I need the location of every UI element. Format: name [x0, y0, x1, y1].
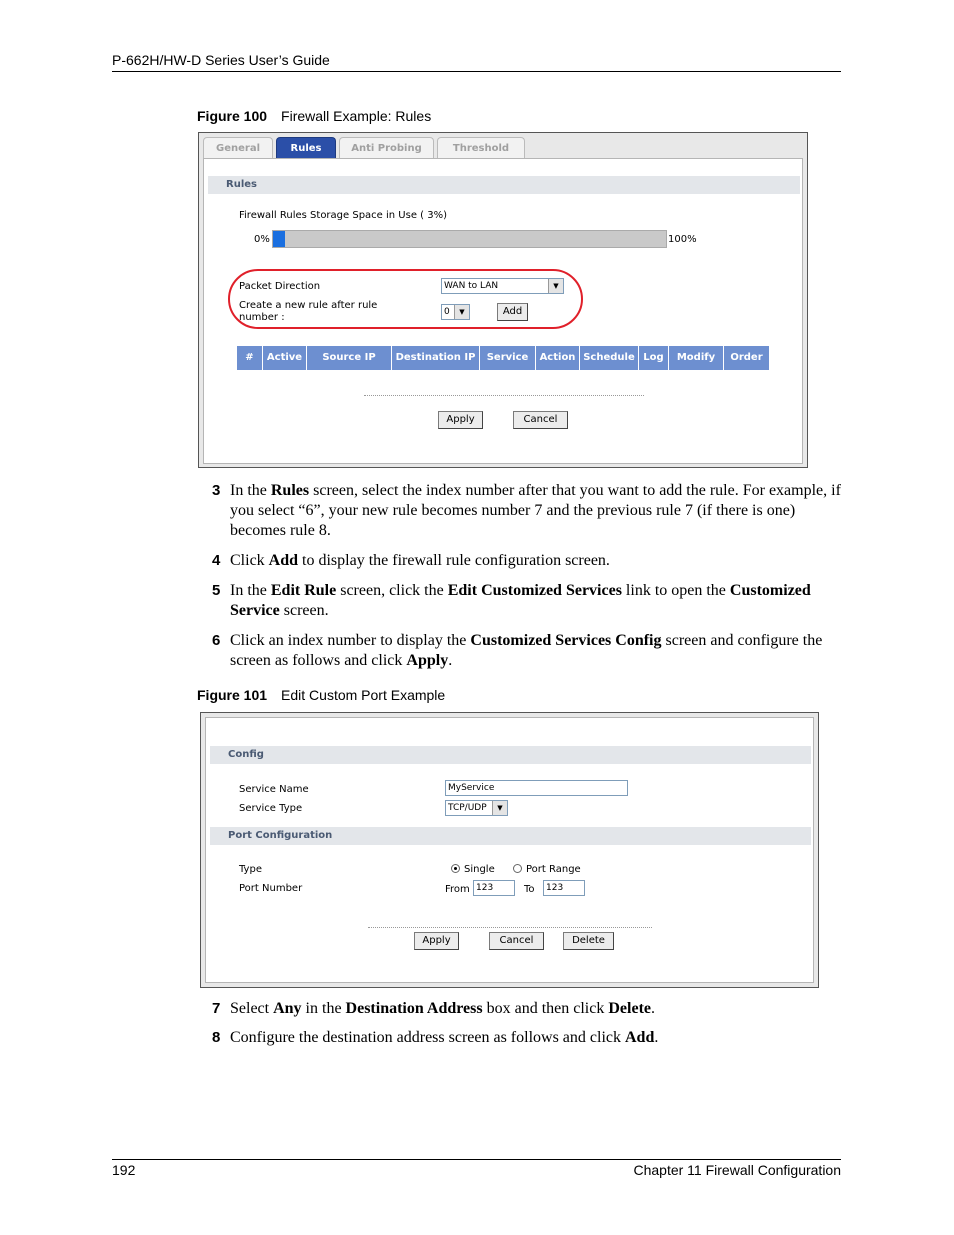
step-number: 7	[212, 1000, 221, 1017]
rules-panel	[203, 158, 803, 464]
col-schedule: Schedule	[580, 346, 639, 370]
step-number: 8	[212, 1029, 221, 1046]
rule-number-value: 0	[444, 307, 450, 317]
step-6	[212, 631, 842, 673]
storage-progress-fill	[273, 231, 285, 247]
page-number: 192	[112, 1162, 136, 1178]
step-number: 3	[212, 482, 221, 499]
col-destination-ip: Destination IP	[392, 346, 480, 370]
col-modify: Modify	[669, 346, 724, 370]
col-index: #	[237, 346, 263, 370]
running-header: P-662H/HW-D Series User’s Guide	[112, 52, 330, 68]
step-text: In the Edit Rule screen, click the Edit Customized Services link to open the Customized Service screen.	[230, 582, 811, 619]
storage-progress-bar	[272, 230, 667, 248]
add-button[interactable]: Add	[497, 303, 528, 321]
packet-direction-label: Packet Direction	[239, 281, 321, 292]
create-rule-label: Create a new rule after rule number :	[239, 300, 378, 323]
service-name-label: Service Name	[239, 784, 309, 795]
packet-direction-select[interactable]	[441, 278, 564, 294]
tab-rules[interactable]: Rules	[276, 137, 336, 158]
custom-port-screenshot	[200, 712, 819, 988]
type-range-label: Port Range	[526, 864, 581, 875]
from-port-input[interactable]: 123	[473, 880, 515, 896]
step-number: 4	[212, 552, 221, 569]
figure-101-caption	[197, 687, 445, 703]
step-text: Click Add to display the firewall rule configuration screen.	[230, 552, 610, 569]
chapter-title: Chapter 11 Firewall Configuration	[633, 1162, 841, 1178]
step-number: 6	[212, 632, 221, 649]
storage-label: Firewall Rules Storage Space in Use ( 3%)	[239, 210, 448, 221]
step-3	[212, 481, 842, 543]
cancel-button[interactable]: Cancel	[513, 411, 568, 429]
storage-min-label: 0%	[254, 234, 270, 245]
service-type-select[interactable]	[445, 800, 508, 816]
step-text: Configure the destination address screen as follows and click Add.	[230, 1029, 659, 1046]
packet-direction-value: WAN to LAN	[444, 281, 499, 291]
type-single-option[interactable]	[451, 864, 495, 875]
tab-threshold[interactable]: Threshold	[437, 137, 525, 158]
col-order: Order	[724, 346, 770, 370]
rules-screenshot	[198, 132, 808, 468]
col-action: Action	[536, 346, 580, 370]
step-8	[212, 1028, 842, 1050]
type-single-label: Single	[464, 864, 495, 875]
chevron-down-icon: ▼	[548, 279, 563, 293]
step-7	[212, 999, 842, 1021]
apply-button[interactable]: Apply	[414, 932, 459, 950]
service-type-value: TCP/UDP	[448, 803, 487, 813]
radio-unselected-icon[interactable]	[513, 864, 522, 873]
col-active: Active	[263, 346, 307, 370]
rule-number-select[interactable]	[441, 304, 470, 320]
figure-100-caption	[197, 108, 431, 124]
storage-max-label: 100%	[668, 234, 697, 245]
col-source-ip: Source IP	[307, 346, 392, 370]
chevron-down-icon: ▼	[492, 801, 507, 815]
delete-button[interactable]: Delete	[563, 932, 614, 950]
col-log: Log	[639, 346, 669, 370]
figure-101-title: Edit Custom Port Example	[281, 687, 446, 703]
port-config-section-title: Port Configuration	[210, 827, 811, 845]
footer-rule	[112, 1159, 841, 1160]
cancel-button[interactable]: Cancel	[489, 932, 544, 950]
step-4	[212, 551, 842, 573]
tab-anti-probing[interactable]: Anti Probing	[339, 137, 434, 158]
rules-section-title: Rules	[208, 176, 800, 194]
service-name-input[interactable]: MyService	[445, 780, 628, 796]
divider	[368, 927, 652, 928]
divider	[364, 395, 644, 396]
col-service: Service	[480, 346, 536, 370]
type-range-option[interactable]	[513, 864, 581, 875]
port-number-label: Port Number	[239, 883, 303, 894]
from-label: From	[445, 884, 470, 895]
to-port-input[interactable]: 123	[543, 880, 585, 896]
figure-100-title: Firewall Example: Rules	[281, 108, 432, 124]
apply-button[interactable]: Apply	[438, 411, 483, 429]
radio-selected-icon[interactable]	[451, 864, 460, 873]
step-text: Click an index number to display the Customized Services Config screen and configure the screen as follows and click Apply.	[230, 632, 823, 669]
to-label: To	[524, 884, 535, 895]
type-label: Type	[239, 864, 262, 875]
chevron-down-icon: ▼	[454, 305, 469, 319]
step-text: Select Any in the Destination Address box and then click Delete.	[230, 1000, 655, 1017]
rules-table-header	[237, 346, 770, 370]
tab-general[interactable]: General	[203, 137, 273, 158]
header-rule	[112, 71, 841, 72]
step-number: 5	[212, 582, 221, 599]
step-5	[212, 581, 842, 623]
config-section-title: Config	[210, 746, 811, 764]
step-text: In the Rules screen, select the index number after that you want to add the rule. For example, if you select “6”, your new rule becomes number 7 and the previous rule 7 (if there is one) becomes rule 8.	[230, 482, 841, 539]
figure-101-label: Figure 101	[197, 687, 268, 703]
config-panel	[205, 717, 814, 983]
figure-100-label: Figure 100	[197, 108, 268, 124]
service-type-label: Service Type	[239, 803, 303, 814]
